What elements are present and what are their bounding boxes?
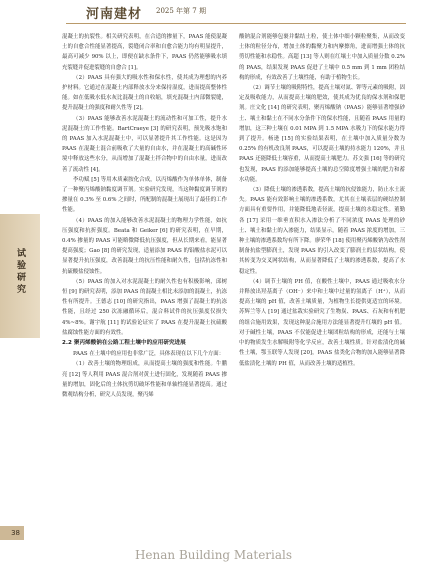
footer-journal-name: Henan Building Materials	[134, 548, 293, 562]
body-paragraph: PAAS 在土壤中的应用也非常广泛，具体表现在以下几个方面：	[73, 351, 225, 358]
right-column	[239, 32, 405, 369]
page-number: 38	[0, 526, 24, 540]
left-column	[62, 32, 227, 400]
body-paragraph: 李功赋 [5] 等用木质素胺化合成，以丙烯酸作为单体单体，制备了一种聚丙烯酸钠黏度调节剂。实验研究发现，当这种黏度调节剂的掺量在 0.3% 至 0.6% 之间时，所配制的混凝土展现出了最佳的工作性能。	[62, 176, 227, 214]
body-paragraph: （3）降低土壤的渗透系数，提高土壤的抗侵蚀能力，防止水土流失。PAAS 能有效影响土壤的渗透系数，尤其在土壤表层的硬结控制方面具有重要作用，并能降低地表径流，提高土壤的水稳定性。董勤各 [17] 采用一维垂直积水入渗法分析了不同浓度 PAAS 处理的砂土、壤土和黏土的入渗能力，结果显示，随着 PAAS 浓度的增加，三种土壤的渗透系数均有所下降。廖荣华 [18] 使用聚丙烯酸钠为改性剂制备抗盐型膨润土，发现 PAAS 的引入改变了膨润土的层状结构，使其转变为交叉网状结构，从而显著降低了土壤的渗透系数，提高了水稳定性。	[239, 187, 405, 275]
header-title: 河南建材	[86, 7, 143, 22]
body-paragraph: （1）改善土壤的物理组成，从而提高土壤的强度和性能。牛鹏亮 [12] 等人利用 PAAS 混合剂对黄土进行固化，发现随着 PAAS 掺量的增加，固化后的土体抗剪切破坏性能和单轴性能显著提高。通过微观结构分析，研究人员发现，聚丙烯	[62, 361, 227, 398]
header-rule	[66, 23, 406, 24]
body-paragraph: （4）调节土壤的 PH 值，在酸性土壤中，PAAS 通过吸收水分并释放出羟基离子（OH⁻）来中和土壤中过量的氢离子（H⁺），从而提高土壤的 pH 值，改善土壤质量，为植物生长提供更适宜的环境。苏辉兰等人 [19] 通过盆栽实验研究了生物炭、PAAS、石灰和有机肥的组合施用效果，发现这种混合施用方法能显著提升红壤的 pH 值。对于碱性土壤，PAAS 不仅能促进土壤团粒结构的形成，还能与土壤中的物质发生水解吸附等化学反应，改善土壤性质。针对盐渍化的碱性土壤，鄂玉联等人发现 [20]，PAAS 盐类化合物的加入能够显著降低盐渍化土壤的 PH 值，从而改善土壤的适植性。	[239, 278, 405, 367]
header-issue: 2025 年第 7 期	[156, 7, 206, 15]
body-paragraph: （5）PAAS 的加入对水泥混凝土的耐久性也有积极影响，邱树恒 [9] 的研究表明，添加 PAAS 的混凝土相比未添加的混凝土，抗冻性有所提升。王德志 [10] 的研究指出，PAAS 增强了混凝土的抗冻性能，且经过 250 次冻融循环后，混合料试件的抗压强度仅损失 4%~8%。谢宇航 [11] 的试验论证实了 PAAS 在提升混凝土抗硫酸盐腐蚀性能方面的有效性。	[62, 278, 227, 336]
body-paragraph: 酸钠混合剂能够包裹并黏结土粒，使土体中细小颗粒聚集，从而改变土体的粒径分布，增加土体的黏聚力和内摩擦角，进而增强土体的抗剪切性能和水稳性。高超 [13] 等人则在红壤土中加入质量分数 0.2% 的 PAAS，结果发现 PAAS 促进了土壤中 0.5 mm 到 1 mm 团粒结构的形成，有效改善了土壤性能，有助于植物生长。	[239, 34, 405, 81]
body-paragraph: 混凝土的抗裂性。相关研究表明，在合适的掺量下，PAAS 能使混凝土的自愈合性能显著提高，裂缝闭合率和自愈合能力均有明显提升，最高可减少 90% 以上，即便在缺水条件下，PAAS 仍然能够吸水填充裂缝并促进裂缝的自愈合 [1]。	[62, 34, 227, 71]
body-paragraph: （2）调节土壤的吸附特性，提高土壤对氮、钾等元素的吸附，固定及吸收能力，从而提高土壤的肥效，使其成为优良的保水剂和保肥剂。庄文化 [14] 的研究表明，聚丙烯酸钠（PAAS）能够显著增强砂土、壤土和黏土在不同水分条件下的保水性能，且随着 PAAS 用量的增加，这三种土壤在 0.01 MPA 到 1.5 MPA 水吸力下的保水能力得到了提升。杨逊 [15] 的实验结果表明，在土壤中加入质量分数为 0.25% 的有机改良剂 PAAS，可以提高土壤的持水能力 120%，并且 PAAS 还能降低土壤容重，从而提高土壤肥力。苏文强 [16] 等的研究也发现，PAAS 的添加能够提高土壤的总空隙度增强土壤的肥力和蓄水功能。	[239, 85, 405, 183]
body-paragraph: （2）PAAS 具有强大的吸水性和保水性，使其成为理想的内养护材料。它通过在混凝土内部释放水分来保持湿度，进而提高整体性能。如在低吸水低水灰比混凝土的自收缩，填充混凝土内部微裂缝，提升混凝土的强度和耐久性等 [2]。	[62, 74, 227, 112]
body-paragraph: （3）PAAS 能够改善水泥混凝土的流动性和可加工性，提升水泥混凝土的工作性能。BartCraeye [3] 的研究表明，预先吸水饱和的 PAAS 加入水泥混凝土中，可以显著提升其工作性能。这是因为 PAAS 在混凝土混合前吸收了大量的自由水，并在混凝土的高碱性环境中释放这些水分，从而增加了混凝土拌合物中的自由水量，进而改善了流动性 [4]。	[62, 115, 227, 173]
side-section-label: 试验研究	[15, 248, 25, 296]
body-paragraph: （4）PAAS 的加入能够改善水泥混凝土的物理力学性能，如抗压强度和抗折强度。Beata 和 Geiker [6] 的研究表明，在早期，0.4% 掺量的 PAAS 可能略微降低抗压强度，但从长期来看，能显著提高强度；Gao [8] 的研究发现，适量添加 PAAS 的铝酸盐水泥可以显著提升抗压强度，改善混凝土的抗压性能和耐久性，包括抗冻性和抗硫酸盐侵蚀性。	[62, 217, 227, 275]
section-heading: 2.2 聚丙烯酸钠在公路工程土壤中的应用研究进展	[62, 340, 186, 347]
